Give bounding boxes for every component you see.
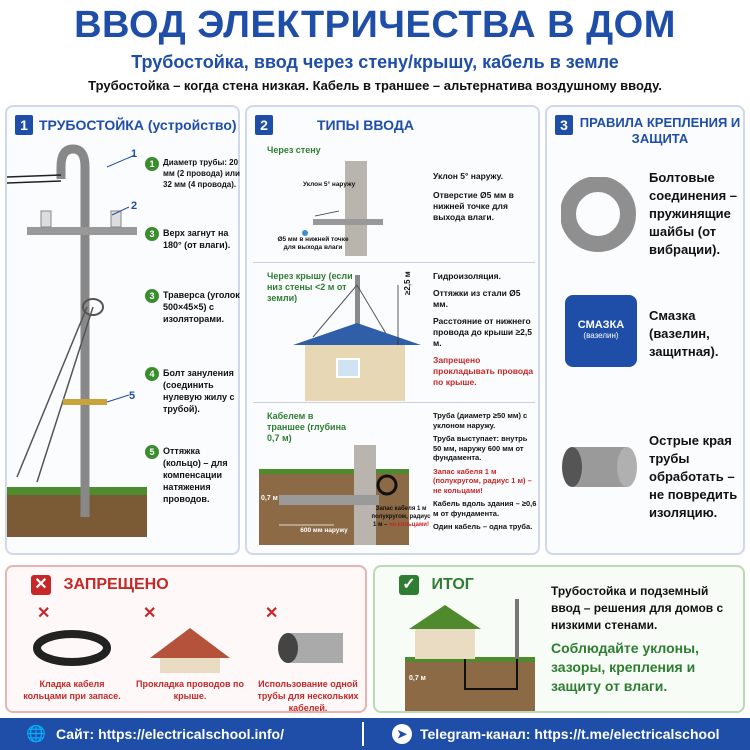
entry-trench [253, 405, 535, 553]
step-text: Болт зануления (соединить нулевую жилу с трубой). [163, 368, 235, 414]
cross-icon: ✕ [37, 605, 51, 622]
forbidden-item [135, 603, 245, 713]
step-number: 4 [145, 367, 159, 381]
step-item [145, 367, 240, 445]
section-3-header [555, 115, 741, 147]
trench-bullets [433, 411, 537, 532]
house-cable-illustration [405, 599, 535, 711]
trench-title: Кабелем в траншее (глубина 0,7 м) [267, 411, 347, 443]
bullet-item: Один кабель – одна труба. [433, 522, 533, 531]
roof-height-label: ≥2,5 м [403, 271, 412, 295]
cross-icon: ✕ [143, 605, 157, 622]
page-title: ВВОД ЭЛЕКТРИЧЕСТВА В ДОМ [74, 4, 676, 46]
forbidden-caption: Кладка кабеля кольцами при запасе. [23, 679, 121, 701]
step-text: Траверса (уголок 500×45×5) с изоляторами. [163, 290, 240, 324]
page-subtitle: Трубостойка, ввод через стену/крышу, кабель в земле [131, 52, 619, 72]
forbidden-item [253, 603, 363, 713]
step-item [145, 227, 240, 289]
grease-jar-icon [565, 295, 637, 367]
summary-text: Трубостойка и подземный ввод – решения для домов с низкими стенами. [551, 584, 724, 632]
rule-item: Острые края трубы обработать – не повредить изоляцию. [649, 433, 738, 520]
roof-title: Через крышу (если низ стены <2 м от земли) [267, 271, 353, 303]
rule-item: Болтовые соединения – пружинящие шайбы (от вибрации). [649, 170, 737, 257]
entry-wall [253, 141, 535, 263]
section-forbidden [5, 565, 367, 713]
check-icon: ✓ [399, 575, 419, 595]
section-entry-types [245, 105, 540, 555]
step-number: 3 [145, 289, 159, 303]
step-number: 1 [145, 157, 159, 171]
telegram-link[interactable]: Telegram-канал: https://t.me/electricalschool [420, 726, 720, 742]
bullet-warning: Запас кабеля 1 м (полукругом, радиус 1 м) – не кольцами! [433, 466, 532, 495]
section-pipe-stand [5, 105, 240, 555]
marker-5: 5 [129, 390, 136, 402]
bullet-item: Уклон 5° наружу. [433, 171, 503, 181]
forbidden-caption: Использование одной трубы для нескольких кабелей. [257, 679, 359, 713]
telegram-icon: ➤ [392, 724, 412, 744]
section-2-number: 2 [255, 115, 273, 135]
trench-loop-label [371, 505, 431, 529]
pipe-stand-steps [145, 157, 240, 515]
wall-title: Через стену [267, 145, 321, 155]
slope-label: Уклон 5° наружу [303, 181, 356, 188]
tagline: Трубостойка – когда стена низкая. Кабель в траншее – альтернатива воздушному вводу. [88, 78, 662, 93]
pipe-end-icon [557, 432, 642, 502]
loop-label-warning: не кольцами! [389, 522, 429, 528]
bullet-item: Труба выступает: внутрь 50 мм, наружу 600 мм от фундамента. [433, 434, 528, 462]
bullet-warning: Запрещено прокладывать провода по крыше. [433, 355, 534, 387]
hole-label: Ø5 мм в нижней точке для выхода влаги [277, 236, 349, 251]
summary-highlight: Соблюдайте уклоны, зазоры, крепления и защиту от влаги. [551, 640, 699, 694]
roof-wires-icon [135, 623, 245, 673]
step-number: 5 [145, 445, 159, 459]
forbidden-caption: Прокладка проводов по крыше. [136, 679, 244, 701]
step-text: Оттяжка (кольцо) – для компенсации натяжения проводов. [163, 446, 228, 504]
jar-label: СМАЗКА [577, 319, 625, 331]
summary-title: ИТОГ [431, 576, 474, 593]
cross-icon: ✕ [265, 605, 279, 622]
wall-bullets [433, 171, 533, 223]
roof-entry-diagram [283, 275, 423, 403]
step-text: Верх загнут на 180° (от влаги). [163, 228, 231, 250]
site-link[interactable]: Сайт: https://electricalschool.info/ [56, 726, 284, 742]
section-2-header [255, 115, 414, 135]
footer-bar [0, 718, 750, 750]
bullet-item: Труба (диаметр ≥50 мм) с уклоном наружу. [433, 411, 528, 430]
globe-icon: 🌐 [26, 726, 46, 743]
summary-header [399, 575, 474, 595]
step-item [145, 445, 240, 515]
spring-washer-icon [561, 177, 636, 252]
bullet-item: Кабель вдоль здания – ≥0,6 м от фундамента. [433, 499, 537, 518]
section-3-title: ПРАВИЛА КРЕПЛЕНИЯ И ЗАЩИТА [579, 115, 741, 146]
forbidden-x-icon: ✕ [31, 575, 51, 595]
section-3-number: 3 [555, 115, 573, 135]
section-1-header [15, 115, 237, 135]
footer-divider [362, 722, 364, 746]
section-summary [373, 565, 745, 713]
forbidden-title: ЗАПРЕЩЕНО [63, 576, 169, 593]
bullet-item: Расстояние от нижнего провода до крыши ≥2,5 м. [433, 316, 533, 348]
entry-roof [253, 265, 535, 403]
step-text: Диаметр трубы: 20 мм (2 провода) или 32 мм (4 провода). [163, 158, 240, 189]
rule-item: Смазка (вазелин, защитная). [649, 308, 719, 359]
cable-coil-icon [17, 623, 127, 673]
loop-label-text: Запас кабеля 1 м полукругом, радиус 1 м – [371, 506, 431, 528]
pipe-stand-illustration [7, 137, 147, 537]
shared-pipe-icon [253, 623, 363, 673]
jar-sublabel: (вазелин) [583, 331, 619, 340]
step-item [145, 289, 240, 367]
summary-depth-label: 0,7 м [409, 675, 426, 682]
step-item [145, 157, 240, 227]
forbidden-item [17, 603, 127, 713]
trench-depth-label: 0,7 м [261, 495, 278, 502]
marker-1: 1 [131, 148, 138, 160]
bullet-item: Отверстие Ø5 мм в нижней точке для выхода влаги. [433, 190, 514, 222]
bullet-item: Оттяжки из стали Ø5 мм. [433, 288, 521, 309]
bullet-item: Гидроизоляция. [433, 271, 501, 281]
trench-width-label: 600 мм наружу [300, 527, 348, 534]
step-number: 3 [145, 227, 159, 241]
roof-bullets [433, 271, 535, 388]
marker-2: 2 [131, 200, 138, 212]
forbidden-header [31, 575, 169, 595]
section-1-number: 1 [15, 115, 33, 135]
section-mounting-rules [545, 105, 745, 555]
section-1-title: ТРУБОСТОЙКА (устройство) [39, 117, 237, 133]
section-2-title: ТИПЫ ВВОДА [317, 117, 414, 133]
